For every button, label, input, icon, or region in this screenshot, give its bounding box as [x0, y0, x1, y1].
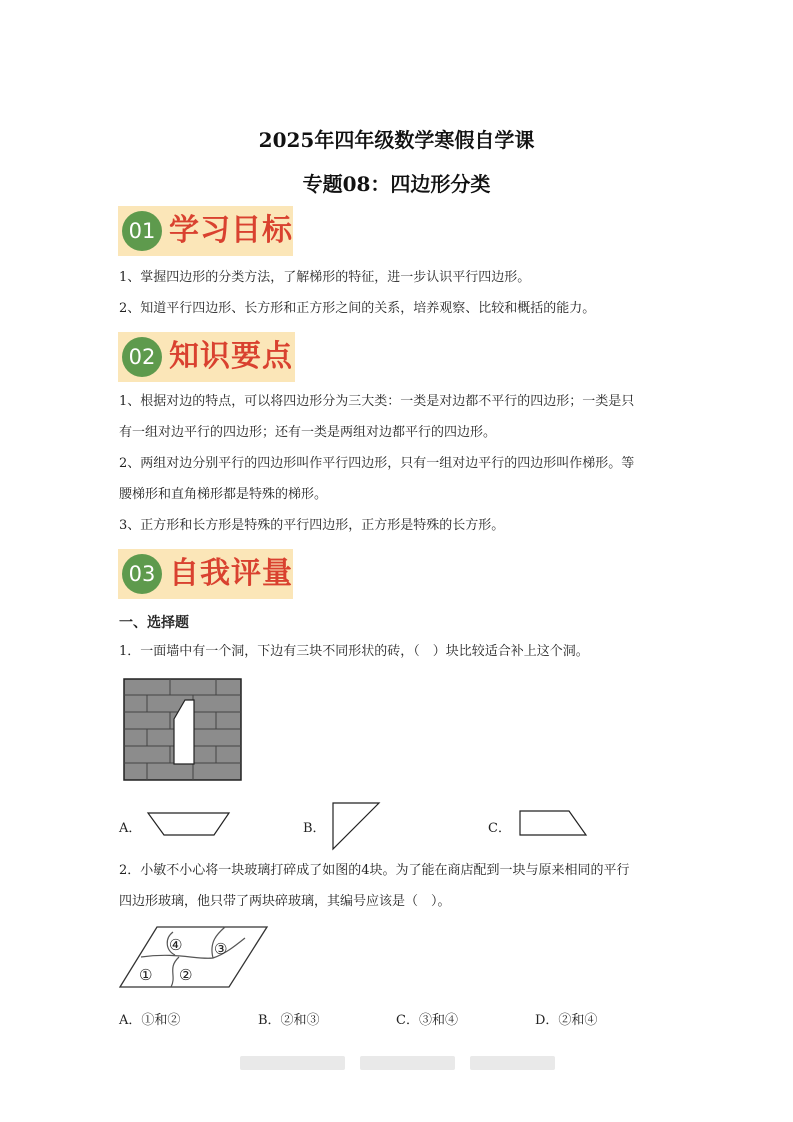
- piece-1-label: ①: [139, 966, 153, 984]
- footer-blur: [240, 1056, 345, 1070]
- section-number: 03: [122, 554, 162, 594]
- section-label: 学习目标: [169, 213, 293, 248]
- point-line: 3、正方形和长方形是特殊的平行四边形，正方形是特殊的长方形。: [119, 518, 505, 533]
- section-label: 自我评量: [169, 556, 293, 591]
- option-c-trapezoid: [517, 808, 589, 838]
- footer-blur: [360, 1056, 455, 1070]
- q1-option-c[interactable]: C．: [488, 821, 511, 836]
- q1-option-b[interactable]: B．: [303, 821, 326, 836]
- brick-wall-figure: [123, 678, 243, 782]
- footer-blur: [470, 1056, 555, 1070]
- page-title: 2025年四年级数学寒假自学课: [258, 128, 535, 152]
- point-line: 有一组对边平行的四边形；还有一类是两组对边都平行的四边形。: [119, 425, 497, 440]
- goal-item: 2、知道平行四边形、长方形和正方形之间的关系，培养观察、比较和概括的能力。: [119, 301, 596, 316]
- q2-option-d[interactable]: D．②和④: [535, 1013, 598, 1028]
- q2-option-c[interactable]: C．③和④: [396, 1013, 458, 1028]
- section-banner-goals: [118, 206, 293, 256]
- piece-3-label: ③: [214, 940, 228, 958]
- option-a-trapezoid: [146, 810, 232, 838]
- piece-2-label: ②: [179, 966, 193, 984]
- q2-option-a[interactable]: A．①和②: [119, 1013, 181, 1028]
- question-2-line1: 2．小敏不小心将一块玻璃打碎成了如图的4块。为了能在商店配到一块与原来相同的平行: [119, 863, 630, 878]
- broken-glass-figure: [117, 924, 269, 990]
- q2-option-b[interactable]: B．②和③: [258, 1013, 320, 1028]
- question-2-line2: 四边形玻璃，他只带了两块碎玻璃，其编号应该是（ ）。: [119, 894, 451, 909]
- point-line: 腰梯形和直角梯形都是特殊的梯形。: [119, 487, 328, 502]
- piece-4-label: ④: [169, 936, 183, 954]
- option-b-triangle: [330, 800, 382, 852]
- page-subtitle: 专题08：四边形分类: [302, 172, 491, 196]
- question-1-text: 1．一面墙中有一个洞，下边有三块不同形状的砖，（ ）块比较适合补上这个洞。: [119, 644, 589, 659]
- section-number: 02: [122, 337, 162, 377]
- goal-item: 1、掌握四边形的分类方法，了解梯形的特征，进一步认识平行四边形。: [119, 270, 531, 285]
- point-line: 2、两组对边分别平行的四边形叫作平行四边形，只有一组对边平行的四边形叫作梯形。等: [119, 456, 635, 471]
- section-banner-assessment: [118, 549, 293, 599]
- section-label: 知识要点: [169, 339, 293, 374]
- point-line: 1、根据对边的特点，可以将四边形分为三大类：一类是对边都不平行的四边形；一类是只: [119, 394, 635, 409]
- section-banner-points: [118, 332, 295, 382]
- quiz-heading: 一、选择题: [119, 615, 189, 631]
- q1-option-a[interactable]: A．: [119, 821, 142, 836]
- section-number: 01: [122, 211, 162, 251]
